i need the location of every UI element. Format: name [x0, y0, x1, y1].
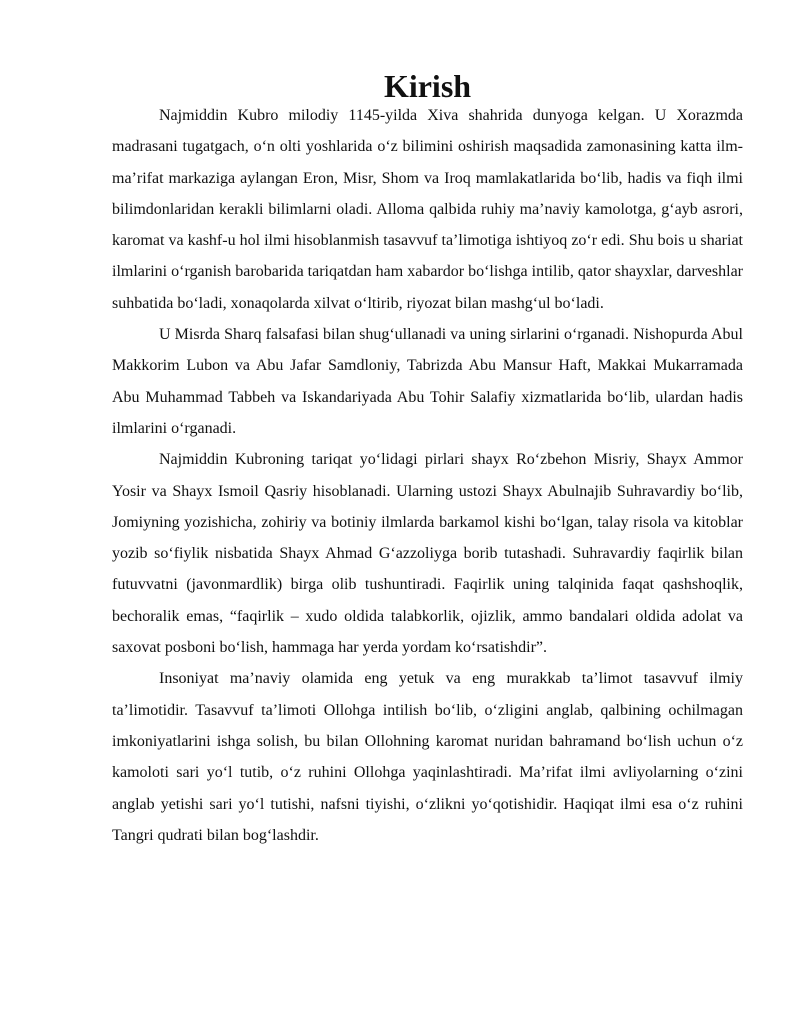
paragraph-3: Najmiddin Kubroning tariqat yo‘lidagi pirlari shayx Ro‘zbehon Misriy, Shayx Ammor Yosir va Shayx Ismoil Qasriy hisoblanadi. Ularning ustozi Shayx Abulnajib Suhravardiy bo‘lib, Jomiyning yozishicha, zohiriy va botiniy ilmlarda barkamol kishi bo‘lgan, talay risola va kitoblar yozib so‘fiylik nisbatida Shayx Ahmad G‘azzoliyga borib tutashadi. Suhravardiy faqirlik bilan futuvvatni (javonmardlik) birga olib tushuntiradi. Faqirlik uning talqinida faqat qashshoqlik, bechoralik emas, “faqirlik – xudo oldida talabkorlik, ojizlik, ammo bandalari oldida adolat va saxovat posboni bo‘lish, hammaga har yerda yordam ko‘rsatishdir”. [112, 451, 743, 657]
paragraph-4: Insoniyat ma’naviy olamida eng yetuk va eng murakkab ta’limot tasavvuf ilmiy ta’limotidir. Tasavvuf ta’limoti Ollohga intilish bo‘lib, o‘zligini anglab, qalbining ochilmagan imkoniyatlarini ishga solish, bu bilan Ollohning karomat nuridan bahramand bo‘lish uchun o‘z kamoloti sari yo‘l tutib, o‘z ruhini Ollohga yaqinlashtiradi. Ma’rifat ilmi avliyolarning o‘zini anglab yetishi sari yo‘l tutishi, nafsni tiyishi, o‘zlikni yo‘qotishidir. Haqiqat ilmi esa o‘z ruhini Tangri qudrati bilan bog‘lashdir. [112, 670, 743, 844]
paragraph-2: U Misrda Sharq falsafasi bilan shug‘ullanadi va uning sirlarini o‘rganadi. Nishopurda Abul Makkorim Lubon va Abu Jafar Samdloniy, Tabrizda Abu Mansur Haft, Makkai Mukarramada Abu Muhammad Tabbeh va Iskandariyada Abu Tohir Salafiy xizmatlarida bo‘lib, ulardan hadis ilmlarini o‘rganadi. [112, 326, 743, 437]
document-page [112, 68, 743, 851]
document-title: Kirish [383, 68, 472, 104]
paragraph-1: Najmiddin Kubro milodiy 1145-yilda Xiva shahrida dunyoga kelgan. U Xorazmda madrasani tugatgach, o‘n olti yoshlarida o‘z bilimini oshirish maqsadida zamonasining katta ilm-ma’rifat markaziga aylangan Eron, Misr, Shom va Iroq mamlakatlarida bo‘lib, hadis va fiqh ilmi bilimdonlaridan kerakli bilimlarni oladi. Alloma qalbida ruhiy ma’naviy kamolotga, g‘ayb asrori, karomat va kashf-u hol ilmi hisoblanmish tasavvuf ta’limotiga ishtiyoq zo‘r edi. Shu bois u shariat ilmlarini o‘rganish barobarida tariqatdan ham xabardor bo‘lishga intilib, qator shayxlar, darveshlar suhbatida bo‘ladi, xonaqolarda xilvat o‘ltirib, riyozat bilan mashg‘ul bo‘ladi. [112, 107, 743, 312]
